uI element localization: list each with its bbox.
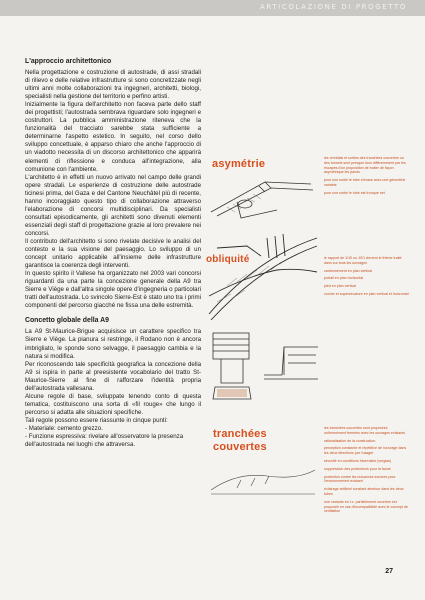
paragraph: La A9 St-Maurice-Brigue acquisisce un carattere specifico tra Sierre e Viège. La pianura si restringe, il Rodano non è ancora imbrigliato, le sponde sono selvagge, il paesaggio cambia e la natura si modifica. xyxy=(25,328,201,360)
paragraph: Il contributo dell'architetto si sono rivelate decisive le analisi del contesto e la sua visione del paesaggio. Lo sviluppo di un concept unitario applicabile all'insieme delle infrastrutture garantisce la coerenza degli interventi. xyxy=(25,237,201,270)
caption-text: cocher et superstructure en plan vertical et horizontal xyxy=(324,291,409,296)
caption-text: sécurité en conditions hivernales (verglas) xyxy=(324,458,392,463)
plan-sketch xyxy=(207,325,257,403)
paragraph: In questo spirito il Vallese ha organizzato nel 2003 vari concorsi riguardanti da una parte la concezione generale della A9 tra Sierre e Viège e dall'altra singole opere d'ingegneria o particolari tratti dell'autostrada. Lo svincolo Sierre-Est è stato uno tra i primi componenti del percorso giacché ne fissa una delle estremità. xyxy=(25,270,201,310)
caption-text: une variante en t.c. partiellement ouvertes est proposée en cas d'incompatibilité avec le concept de ventilation xyxy=(324,499,408,514)
caption-text: cantonnement en plan vertical xyxy=(324,268,372,273)
caption-text: protection contre les nuisances sonores pour l'environnement existant xyxy=(324,474,396,484)
caption-text: le rapport de 1/10 ou 10/1 devient le thème traité dans sur tous les ouvrages xyxy=(324,256,402,265)
section-title-global-concept: Concetto globale della A9 xyxy=(25,317,109,325)
figure-label-obliquity: obliquité xyxy=(206,254,250,265)
caption-text: les tranchées couvertes sont proposées uniformément fermées avec les ouvrages existants xyxy=(324,426,406,435)
caption-text: éclairage artificiel constant alentour dans les deux tubes xyxy=(324,487,404,496)
obliquity-sketch xyxy=(207,228,319,324)
caption-text: pour une sortie le tube s'évase avec une géométrie variable xyxy=(324,178,406,187)
paragraph: Inizialmente la figura dell'architetto non faceva parte dello staff dei progettisti; l'autostrada sembrava riguardare solo ingegneri e costruttori. La pubblica amministrazione riteneva che la funzionalità del tracciato sarebbe stata sufficiente a determinarne l'aspetto estetico. In seguito, nel corso dello sviluppo concettuale, è apparso chiaro che anche l'approccio di un viadotto necessita di un discorso architettonico che apparirà elementi di riflessione e conduca all'integrazione, alla comunione con l'ambiente. xyxy=(25,101,201,173)
figure-label-asymmetry: asymétrie xyxy=(212,158,266,170)
figure-label-covered-trenches xyxy=(213,428,267,454)
list-item: - Funzione espressiva: rivelare all'osservatore la presenza dell'autostrada nei luoghi che attraversa. xyxy=(25,433,184,449)
paragraph: Alcune regole di base, sviluppate tenendo conto di questa tematica, costituiscono una sorta di «fil rouge» che lungo il percorso si adatta alle situazioni specifiche. xyxy=(25,392,201,416)
caption-text: les remblais et sorties des tranchées couvertes ou des tunnels sont presque tous différemment par les escapes d'un proposition de traiter de façon asymétrique les parois xyxy=(324,156,406,175)
main-text-column xyxy=(25,58,201,449)
caption-text: perception constante et répétitive de l'ouvrage dans les deux directions par l'usager xyxy=(324,446,407,456)
covered-trench-sketch xyxy=(207,462,319,496)
label-line: couvertes xyxy=(213,441,267,453)
obliquity-captions xyxy=(324,256,409,300)
caption-text: suppression des protections pour la faune xyxy=(324,466,391,471)
label-line: tranchées xyxy=(213,428,267,440)
section-title-architectural-approach: L'approccio architettonico xyxy=(25,58,112,65)
header-bar xyxy=(0,0,425,16)
paragraph: Tali regole possono essere riassunte in cinque punti: xyxy=(25,416,168,424)
asymmetry-sketch xyxy=(207,172,319,224)
caption-text: portail en plan horizontal xyxy=(324,276,364,281)
running-title: ARTICOLAZIONE DI PROGETTO xyxy=(259,3,407,11)
caption-text: pour une sortie le tube est tronqué net xyxy=(324,190,385,195)
covered-captions xyxy=(324,426,409,517)
caption-text: pied en plan vertical xyxy=(324,284,356,289)
asymmetry-captions xyxy=(324,156,409,199)
paragraph: Per riconoscendo tale specificità geografica la concezione della A9 si ispira in parte al preesistente vocabolario del tratto St-Maurice-Sierre al fine di rafforzare l'identità propria dell'autostrada vallesana. xyxy=(25,360,201,392)
list-item: - Materiale: cemento grezzo. xyxy=(25,424,103,432)
paragraph: L'architetto è in effetti un nuovo arrivato nel campo delle grandi opere stradali. Le esperienze di costruzione delle autostrade ticinesi prima, del Gaza e del Cantone Neuchâtel più di recente, hanno incoraggiato questo tipo di collaborazione attraverso l'elaborazione di concorsi multidisciplinari. Da specialisti consultati episodicamente, gli architetti sono divenuti elementi essenziali degli staff di progettazione grazie al loro prevalere nei concorsi. xyxy=(25,173,201,237)
caption-text: rationalisation de la construction xyxy=(324,438,376,443)
paragraph: Nella progettazione e costruzione di autostrade, di assi stradali di rilievo e delle relative infrastrutture si sono concretizzate negli ultimi anni molte collaborazioni tra ingegneri, architetti, biologi, specialisti nella gestione del territorio e perfino artisti. xyxy=(25,69,201,101)
page-number: 27 xyxy=(385,568,393,575)
section-sketch xyxy=(262,335,320,385)
